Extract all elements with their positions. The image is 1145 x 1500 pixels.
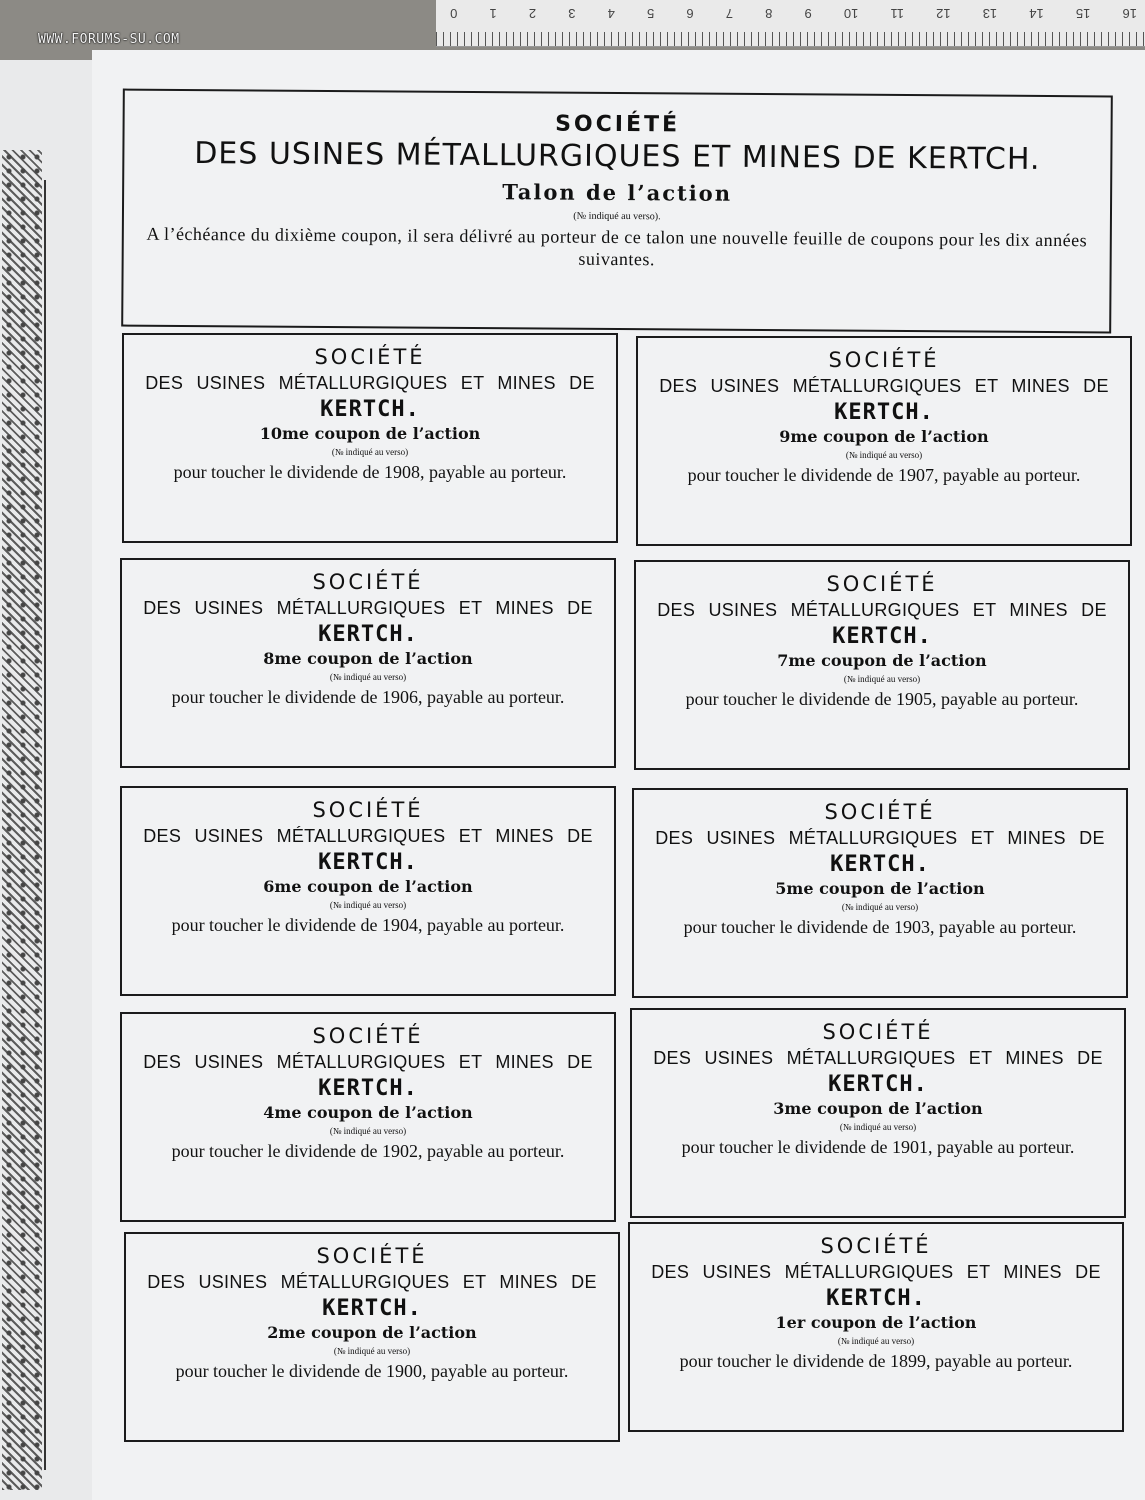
coupon-societe: SOCIÉTÉ — [312, 570, 424, 594]
coupon-company: DES USINES MÉTALLURGIQUES ET MINES DE — [147, 1272, 597, 1292]
coupon-number-note: (№ indiqué au verso) — [843, 674, 921, 684]
ruler-number: 9 — [804, 6, 812, 21]
coupon-number-note: (№ indiqué au verso) — [837, 1336, 915, 1346]
ruler-number: 2 — [528, 6, 537, 21]
talon-societe: SOCIÉTÉ — [555, 111, 681, 138]
talon-text: A l’échéance du dixième coupon, il sera délivré au porteur de ce talon une nouvelle feuille de coupons pour les dix années suivantes. — [146, 223, 1088, 270]
coupon-kertch: KERTCH. — [318, 622, 418, 647]
coupon-text: pour toucher le dividende de 1899, payable au porteur. — [679, 1351, 1073, 1371]
talon-title: Talon de l’action — [502, 179, 733, 206]
coupon-societe: SOCIÉTÉ — [826, 572, 938, 596]
coupon-societe: SOCIÉTÉ — [316, 1244, 428, 1268]
coupon-box — [628, 1222, 1124, 1432]
coupon-box — [120, 786, 616, 996]
coupon-number: 6me coupon de l’action — [263, 877, 473, 896]
ruler — [436, 0, 1145, 47]
coupon-text: pour toucher le dividende de 1900, payable au porteur. — [175, 1361, 569, 1381]
coupon-company: DES USINES MÉTALLURGIQUES ET MINES DE — [659, 376, 1109, 396]
coupon-company: DES USINES MÉTALLURGIQUES ET MINES DE — [143, 1052, 593, 1072]
coupon-box — [632, 788, 1128, 998]
left-ornamental-border — [0, 60, 92, 1500]
coupon-societe: SOCIÉTÉ — [314, 345, 426, 369]
ruler-number: 3 — [568, 6, 576, 21]
talon-number-note: (№ indiqué au verso). — [573, 210, 661, 223]
coupon-box — [634, 560, 1130, 770]
coupon-number-note: (№ indiqué au verso) — [331, 447, 409, 457]
coupon-company: DES USINES MÉTALLURGIQUES ET MINES DE — [657, 600, 1107, 620]
ruler-number: 4 — [607, 6, 615, 21]
coupon-kertch: KERTCH. — [826, 1286, 926, 1311]
talon-company: DES USINES MÉTALLURGIQUES ET MINES DE KERTCH. — [194, 136, 1041, 177]
coupon-text: pour toucher le dividende de 1901, payable au porteur. — [681, 1137, 1075, 1157]
coupon-number-note: (№ indiqué au verso) — [333, 1346, 411, 1356]
ruler-number: 16 — [1122, 6, 1137, 21]
coupon-box — [120, 1012, 616, 1222]
coupon-number: 9me coupon de l’action — [779, 427, 989, 446]
coupon-text: pour toucher le dividende de 1907, payable au porteur. — [687, 465, 1081, 485]
coupon-kertch: KERTCH. — [318, 850, 418, 875]
coupon-company: DES USINES MÉTALLURGIQUES ET MINES DE — [655, 828, 1105, 848]
coupon-box — [124, 1232, 620, 1442]
ruler-number: 10 — [843, 6, 859, 21]
coupon-text: pour toucher le dividende de 1903, payable au porteur. — [683, 917, 1077, 937]
coupon-number-note: (№ indiqué au verso) — [841, 902, 919, 912]
coupon-text: pour toucher le dividende de 1904, payable au porteur. — [171, 915, 565, 935]
ruler-number: 7 — [725, 6, 733, 21]
ruler-number: 14 — [1029, 6, 1044, 21]
coupon-company: DES USINES MÉTALLURGIQUES ET MINES DE — [145, 373, 595, 393]
coupon-kertch: KERTCH. — [832, 624, 932, 649]
coupon-number: 1er coupon de l’action — [775, 1313, 977, 1332]
ruler-number: 6 — [686, 6, 694, 21]
ruler-number: 8 — [765, 6, 773, 21]
coupon-kertch: KERTCH. — [318, 1076, 418, 1101]
ornament-pattern — [2, 150, 42, 1490]
coupon-company: DES USINES MÉTALLURGIQUES ET MINES DE — [651, 1262, 1101, 1282]
coupon-societe: SOCIÉTÉ — [822, 1020, 934, 1044]
coupon-number-note: (№ indiqué au verso) — [329, 672, 407, 682]
coupon-kertch: KERTCH. — [322, 1296, 422, 1321]
coupon-company: DES USINES MÉTALLURGIQUES ET MINES DE — [143, 826, 593, 846]
coupon-number: 4me coupon de l’action — [263, 1103, 473, 1122]
coupon-number: 2me coupon de l’action — [267, 1323, 477, 1342]
coupon-societe: SOCIÉTÉ — [824, 800, 936, 824]
coupon-number: 10me coupon de l’action — [259, 424, 481, 443]
coupon-number-note: (№ indiqué au verso) — [839, 1122, 917, 1132]
coupon-kertch: KERTCH. — [830, 852, 930, 877]
ruler-number: 1 — [489, 6, 497, 21]
ruler-number: 0 — [450, 6, 458, 21]
ruler-ticks — [436, 32, 1145, 46]
coupon-kertch: KERTCH. — [320, 397, 420, 422]
coupon-box — [122, 333, 618, 543]
coupon-box — [630, 1008, 1126, 1218]
coupon-number-note: (№ indiqué au verso) — [845, 450, 923, 460]
coupon-number: 5me coupon de l’action — [775, 879, 985, 898]
coupon-text: pour toucher le dividende de 1902, payable au porteur. — [171, 1141, 565, 1161]
coupon-societe: SOCIÉTÉ — [828, 348, 940, 372]
coupon-kertch: KERTCH. — [828, 1072, 928, 1097]
coupon-societe: SOCIÉTÉ — [312, 798, 424, 822]
coupon-number-note: (№ indiqué au verso) — [329, 900, 407, 910]
ruler-numbers — [450, 6, 1137, 21]
coupon-number: 7me coupon de l’action — [777, 651, 987, 670]
ruler-number: 13 — [982, 6, 998, 21]
ruler-number: 11 — [890, 6, 904, 21]
coupon-text: pour toucher le dividende de 1908, payable au porteur. — [173, 462, 567, 482]
coupon-kertch: KERTCH. — [834, 400, 934, 425]
coupon-number-note: (№ indiqué au verso) — [329, 1126, 407, 1136]
coupon-societe: SOCIÉTÉ — [820, 1234, 932, 1258]
coupon-company: DES USINES MÉTALLURGIQUES ET MINES DE — [653, 1048, 1103, 1068]
ruler-number: 15 — [1075, 6, 1091, 21]
coupon-box — [120, 558, 616, 768]
ruler-number: 5 — [646, 6, 655, 21]
coupon-text: pour toucher le dividende de 1906, payable au porteur. — [171, 687, 565, 707]
ornament-rule — [44, 180, 46, 1470]
coupon-company: DES USINES MÉTALLURGIQUES ET MINES DE — [143, 598, 593, 618]
coupon-number: 8me coupon de l’action — [263, 649, 473, 668]
watermark: WWW.FORUMS-SU.COM — [38, 32, 180, 47]
coupon-societe: SOCIÉTÉ — [312, 1024, 424, 1048]
coupon-box — [636, 336, 1132, 546]
coupon-number: 3me coupon de l’action — [773, 1099, 983, 1118]
talon-box — [121, 89, 1113, 334]
coupon-text: pour toucher le dividende de 1905, payable au porteur. — [685, 689, 1079, 709]
ruler-number: 12 — [936, 6, 951, 21]
